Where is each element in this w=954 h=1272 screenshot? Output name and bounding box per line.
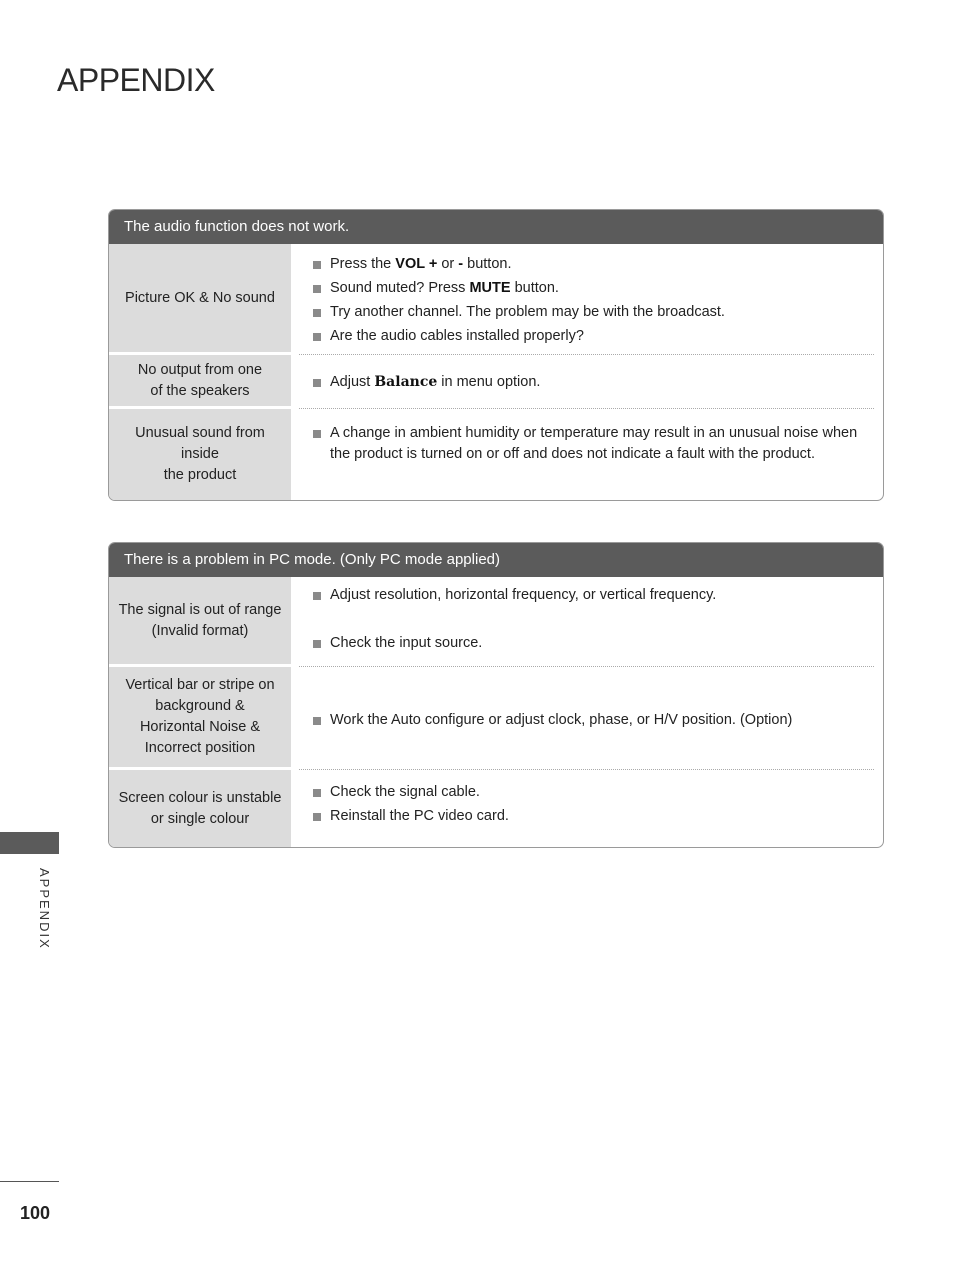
page-number-rule bbox=[0, 1181, 59, 1182]
balance-menu-term: Balance bbox=[374, 374, 438, 390]
table-row bbox=[109, 244, 883, 355]
solution-cell bbox=[299, 244, 874, 355]
symptom-label-line: Incorrect position bbox=[144, 740, 256, 756]
symptom-label-line: of the speakers bbox=[150, 382, 250, 399]
symptom-label-line: Screen colour is unstable bbox=[118, 789, 282, 806]
solution-item: Check the signal cable. bbox=[313, 782, 866, 803]
square-bullet-icon bbox=[313, 592, 321, 600]
symptom-label-line: Picture OK & No sound bbox=[125, 289, 275, 306]
table-row bbox=[109, 770, 883, 847]
audio-troubleshooting-table bbox=[108, 209, 884, 501]
solution-item: Are the audio cables installed properly? bbox=[313, 326, 866, 347]
square-bullet-icon bbox=[313, 309, 321, 317]
symptom-label-line: Horizontal Noise & bbox=[139, 719, 261, 735]
symptom-label bbox=[109, 409, 291, 500]
solution-item: Press the VOL + or - button. bbox=[313, 254, 866, 275]
symptom-label bbox=[109, 770, 291, 847]
mute-key: MUTE bbox=[469, 280, 511, 296]
solution-item: A change in ambient humidity or temperature may result in an unusual noise when the product is turned on or off and does not indicate a fault with the product. bbox=[313, 423, 866, 465]
symptom-label bbox=[109, 244, 291, 355]
symptom-label-line: inside bbox=[181, 446, 219, 462]
symptom-label-line: or single colour bbox=[150, 810, 250, 827]
symptom-label bbox=[109, 355, 291, 409]
solution-cell bbox=[299, 667, 874, 770]
symptom-label-line: (Invalid format) bbox=[151, 622, 249, 639]
solution-cell bbox=[299, 409, 874, 500]
symptom-label bbox=[109, 667, 291, 770]
symptom-label-line: the product bbox=[163, 467, 237, 483]
solution-item: Adjust resolution, horizontal frequency, or vertical frequency. bbox=[313, 585, 866, 606]
vol-minus-key: - bbox=[458, 256, 464, 272]
square-bullet-icon bbox=[313, 430, 321, 438]
solution-cell bbox=[299, 770, 874, 847]
symptom-label bbox=[109, 577, 291, 667]
solution-cell bbox=[299, 355, 874, 409]
square-bullet-icon bbox=[313, 285, 321, 293]
square-bullet-icon bbox=[313, 789, 321, 797]
symptom-label-line: No output from one bbox=[137, 361, 263, 378]
table-row bbox=[109, 355, 883, 409]
square-bullet-icon bbox=[313, 379, 321, 387]
square-bullet-icon bbox=[313, 640, 321, 648]
table-row bbox=[109, 409, 883, 500]
solution-item: Reinstall the PC video card. bbox=[313, 806, 866, 827]
square-bullet-icon bbox=[313, 717, 321, 725]
symptom-label-line: Unusual sound from bbox=[135, 425, 265, 441]
symptom-label-line: Vertical bar or stripe on bbox=[125, 677, 275, 693]
solution-cell bbox=[299, 577, 874, 667]
square-bullet-icon bbox=[313, 813, 321, 821]
solution-item: Work the Auto configure or adjust clock, phase, or H/V position. (Option) bbox=[313, 710, 866, 731]
side-section-label: APPENDIX bbox=[37, 868, 52, 950]
symptom-label-line: background & bbox=[155, 698, 245, 714]
section-tab-marker bbox=[0, 832, 59, 854]
pc-mode-troubleshooting-table bbox=[108, 542, 884, 848]
solution-item: Adjust Balance in menu option. bbox=[313, 372, 866, 393]
symptom-label-line: The signal is out of range bbox=[118, 601, 282, 618]
table-header: There is a problem in PC mode. (Only PC mode applied) bbox=[109, 543, 883, 577]
vol-plus-key: VOL + bbox=[395, 256, 438, 272]
square-bullet-icon bbox=[313, 261, 321, 269]
solution-item: Sound muted? Press MUTE button. bbox=[313, 278, 866, 299]
page-number: 100 bbox=[20, 1203, 51, 1223]
table-row bbox=[109, 577, 883, 667]
table-row bbox=[109, 667, 883, 770]
solution-item: Check the input source. bbox=[313, 633, 866, 654]
table-header: The audio function does not work. bbox=[109, 210, 883, 244]
square-bullet-icon bbox=[313, 333, 321, 341]
solution-item: Try another channel. The problem may be with the broadcast. bbox=[313, 302, 866, 323]
page-title: APPENDIX bbox=[57, 62, 215, 98]
